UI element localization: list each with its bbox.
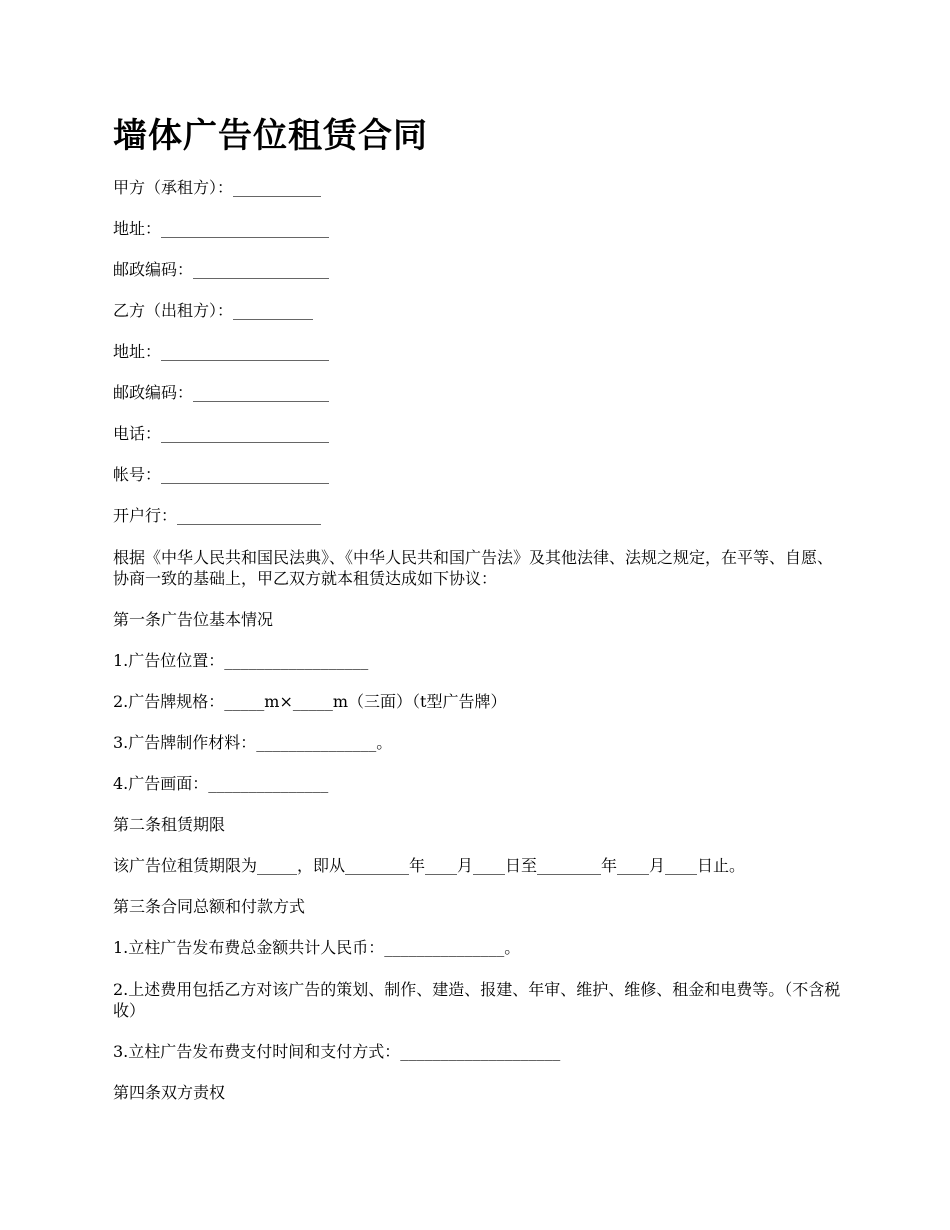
- party-b-name-line: 乙方（出租方）：__________: [113, 301, 314, 320]
- article-4-heading: 第四条双方责权: [113, 1083, 226, 1102]
- party-b-phone-line: 电话：_____________________: [113, 424, 330, 443]
- party-b-bank-line: 开户行：__________________: [113, 506, 322, 525]
- article-1-item-2: 2.广告牌规格：_____m×_____m（三面）（t型广告牌）: [113, 692, 507, 711]
- article-3-heading: 第三条合同总额和付款方式: [113, 897, 306, 916]
- contract-page: [113, 112, 843, 1124]
- article-2-heading: 第二条租赁期限: [113, 815, 226, 834]
- article-1-item-4: 4.广告画面：_______________: [113, 774, 329, 793]
- article-1-item-1: 1.广告位位置：__________________: [113, 651, 369, 670]
- article-1-item-3: 3.广告牌制作材料：_______________。: [113, 733, 393, 752]
- party-b-address-line: 地址：_____________________: [113, 342, 330, 361]
- party-b-postcode-line: 邮政编码：_________________: [113, 383, 330, 402]
- article-3-item-1: 1.立柱广告发布费总金额共计人民币：_______________。: [113, 938, 521, 957]
- document-title: 墙体广告位租赁合同: [113, 116, 428, 156]
- article-1-heading: 第一条广告位基本情况: [113, 610, 274, 629]
- party-a-address-line: 地址：_____________________: [113, 219, 330, 238]
- party-a-name-line: 甲方（承租方）：___________: [113, 178, 322, 197]
- article-3-item-3: 3.立柱广告发布费支付时间和支付方式：____________________: [113, 1042, 561, 1061]
- article-2-text: 该广告位租赁期限为_____，即从________年____月____日至________年____月____日止。: [113, 856, 746, 875]
- article-3-item-2: 2.上述费用包括乙方对该广告的策划、制作、建造、报建、年审、维护、维修、租金和电费等。（不含税收）: [113, 980, 841, 1020]
- party-b-account-line: 帐号：_____________________: [113, 465, 330, 484]
- party-a-postcode-line: 邮政编码：_________________: [113, 260, 330, 279]
- preamble-paragraph: 根据《中华人民共和国民法典》、《中华人民共和国广告法》及其他法律、法规之规定，在平等、自愿、协商一致的基础上，甲乙双方就本租赁达成如下协议：: [113, 548, 834, 588]
